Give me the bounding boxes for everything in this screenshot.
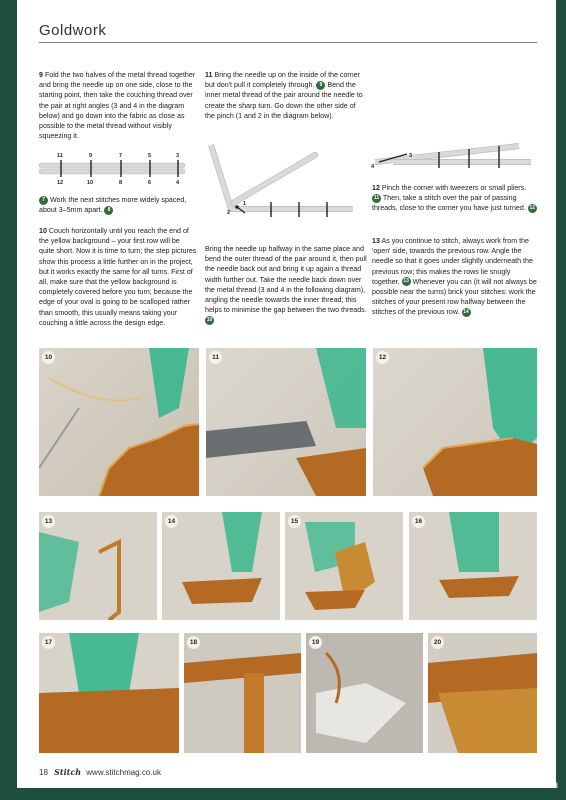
- step-12-text-b: Then, take a stitch over the pair of passing threads, close to the corner you have just turned.: [372, 194, 526, 213]
- step-11-block: [205, 70, 365, 121]
- photo-ref-badge: 7: [39, 196, 48, 205]
- step-photo-16: [409, 512, 537, 620]
- photo-number: 12: [376, 351, 389, 364]
- diagram-label: 3: [176, 153, 180, 159]
- step-13-block: [372, 236, 537, 318]
- couching-diagram-straight: [37, 150, 193, 186]
- step-9-text: Fold the two halves of the metal thread together and bring the needle up on one side, close to the starting point, then take the couching thread over the pair at right angles (3 and 4 in the diagram below) and go down into the fabric as close as possible to the metal thread without visibly squeezing it.: [39, 71, 196, 141]
- diagram-label: 10: [87, 180, 94, 186]
- note-text: Work the next stitches more widely spaced, about 3–5mm apart.: [39, 196, 187, 215]
- photo-number: 16: [412, 515, 425, 528]
- photo-ref-badge: 13: [403, 278, 409, 285]
- diagram-label: 2: [227, 210, 231, 216]
- photo-ref-badge: 11: [373, 194, 380, 201]
- step-10-number: 10: [39, 227, 47, 235]
- page-title: Goldwork: [39, 22, 107, 39]
- website-url[interactable]: www.stitchmag.co.uk: [86, 768, 161, 777]
- diagram-label: 9: [89, 153, 93, 159]
- diagram-label: 4: [371, 164, 375, 170]
- step-12-block: [372, 183, 537, 214]
- step-photo-15: [285, 512, 403, 620]
- magazine-page: [17, 0, 556, 788]
- diagram-label: 5: [148, 153, 152, 159]
- step-11-text-b: Bend the inner metal thread of the pair around the needle to create the sharp turn. Go down the other side of the pinch (1 and 2 in the diagram below).: [205, 81, 363, 120]
- step-9-number: 9: [39, 71, 43, 79]
- photo-number: 13: [42, 515, 55, 528]
- page-number: 18: [39, 768, 48, 777]
- page-footer: [39, 767, 161, 777]
- step-11-para: Bring the needle up halfway in the same place and bend the outer thread of the pair around it, then pull the needle back out and bring it up again a thread width further out. Take the needle back down over the metal thread (3 and 4 in the following diagram), angling the needle towards the inner thread; this helps to minimise the gap between the two threads.: [205, 245, 367, 315]
- photo-number: 19: [309, 636, 322, 649]
- step-13-text-a: As you continue to stitch, always work from the 'open' side, towards the previous row. Angle the needle so that it goes under slightly underneath the previous row; this makes the rows lie snugly together.: [372, 237, 533, 286]
- step-12-number: 12: [372, 184, 380, 192]
- step-11-text-a: Bring the needle up on the inside of the corner but don't pull it completely through.: [205, 71, 361, 90]
- photo-number: 15: [288, 515, 301, 528]
- header-rule: [39, 42, 537, 43]
- step-photo-20: [428, 633, 537, 753]
- photo-number: 14: [165, 515, 178, 528]
- diagram-label: 4: [176, 180, 180, 186]
- step-photo-14: [162, 512, 280, 620]
- photo-ref-badge: 9: [316, 81, 325, 90]
- photo-ref-badge: 8: [104, 206, 113, 215]
- step-photo-18: [184, 633, 301, 753]
- photo-number: 18: [187, 636, 200, 649]
- diagram-label: 11: [57, 153, 63, 159]
- step-photo-10: [39, 348, 199, 496]
- photo-number: 11: [209, 351, 222, 364]
- step-photo-11: [206, 348, 366, 496]
- diagram-label: 12: [57, 180, 64, 186]
- couching-diagram-corner: [203, 135, 363, 220]
- step-13-text-b: Whenever you can (it will not always be possible near the turns) brick your stitches: work the stitches of your present row halfway between the stitches of the previous row.: [372, 277, 537, 317]
- photo-number: 20: [431, 636, 444, 649]
- step-photo-17: [39, 633, 179, 753]
- step-photo-13: [39, 512, 157, 620]
- diagram-label: 6: [148, 180, 152, 186]
- step-photo-19: [306, 633, 423, 753]
- photo-ref-badge: 12: [529, 205, 536, 212]
- photo-ref-badge: 10: [206, 317, 213, 324]
- step-11-continued: [205, 244, 367, 326]
- diagram-label: 7: [119, 153, 123, 159]
- step-13-number: 13: [372, 237, 380, 245]
- step-12-text-a: Pinch the corner with tweezers or small pliers.: [381, 184, 527, 192]
- photo-number: 10: [42, 351, 55, 364]
- watermark: PassionForum.ru: [481, 780, 558, 791]
- step-9-block: [39, 70, 197, 141]
- couching-diagram-pinched: [369, 140, 537, 178]
- step-11-number: 11: [205, 71, 213, 79]
- brand-logo: Stitch: [54, 767, 82, 777]
- step-photo-12: [373, 348, 537, 496]
- photo-number: 17: [42, 636, 55, 649]
- step-10-block: [39, 226, 197, 328]
- note-block: [39, 195, 197, 215]
- diagram-label: 8: [119, 180, 123, 186]
- step-10-text: Couch horizontally until you reach the end of the yellow background – your first row will be quite short. Now it is time to turn; the step pictures show this process a little further on in the project, but it works exactly the same for all turns. First of all, make sure that the yellow background is completely covered before you turn; because the edge of your oval is going to be scalloped rather than smooth, this usually means taking your couching a little across the design edge.: [39, 227, 197, 327]
- photo-ref-badge: 14: [463, 309, 469, 316]
- diagram-label: 3: [409, 153, 413, 159]
- diagram-label: 1: [243, 201, 247, 207]
